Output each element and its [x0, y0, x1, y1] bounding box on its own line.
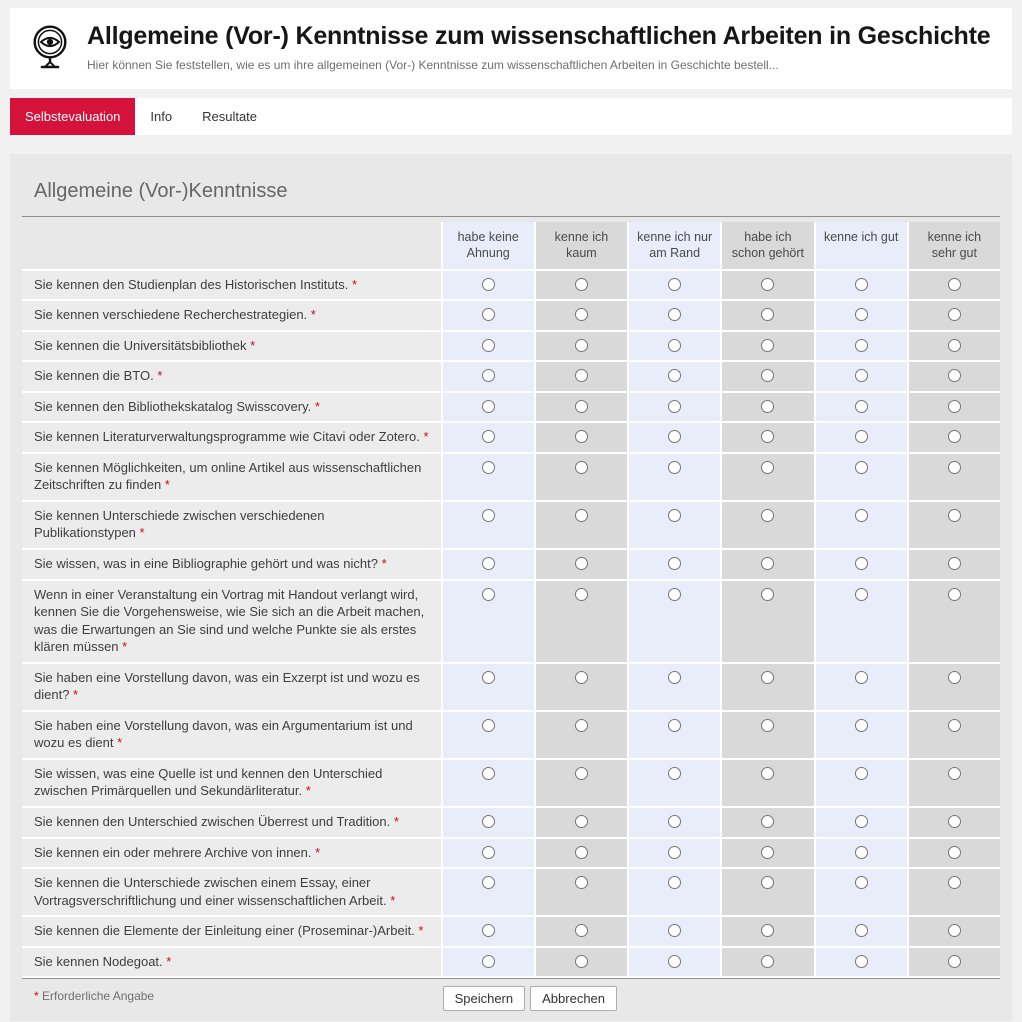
answer-cell: [534, 712, 627, 760]
answer-cell: [627, 301, 720, 332]
radio-option[interactable]: [761, 719, 774, 732]
radio-option[interactable]: [668, 955, 681, 968]
answer-cell: [907, 712, 1000, 760]
radio-option[interactable]: [668, 588, 681, 601]
answer-cell: [720, 301, 813, 332]
radio-option[interactable]: [761, 430, 774, 443]
radio-option[interactable]: [761, 400, 774, 413]
answer-cell: [534, 362, 627, 393]
radio-option[interactable]: [482, 719, 495, 732]
radio-option[interactable]: [761, 308, 774, 321]
radio-option[interactable]: [668, 430, 681, 443]
radio-option[interactable]: [855, 924, 868, 937]
radio-option[interactable]: [575, 308, 588, 321]
answer-cell: [441, 423, 534, 454]
radio-option[interactable]: [482, 278, 495, 291]
answer-cell: [627, 271, 720, 302]
radio-option[interactable]: [761, 588, 774, 601]
required-asterisk: *: [164, 477, 170, 493]
answer-cell: [907, 760, 1000, 808]
answer-cell: [907, 550, 1000, 581]
radio-option[interactable]: [668, 509, 681, 522]
radio-option[interactable]: [668, 369, 681, 382]
question-row: [22, 917, 1000, 948]
radio-option[interactable]: [948, 955, 961, 968]
answer-cell: [814, 869, 907, 917]
radio-option[interactable]: [668, 719, 681, 732]
answer-cell: [534, 301, 627, 332]
answer-cell: [814, 362, 907, 393]
radio-option[interactable]: [761, 278, 774, 291]
answer-cell: [814, 550, 907, 581]
question-text: Sie kennen die BTO. *: [22, 362, 441, 393]
answer-cell: [720, 502, 813, 550]
question-text: Sie kennen die Unterschiede zwischen einem Essay, einer Vortragsverschriftlichung und einer wissenschaftlichen Arbeit. *: [22, 869, 441, 917]
save-button[interactable]: Speichern: [443, 986, 526, 1011]
answer-cell: [814, 581, 907, 664]
radio-option[interactable]: [668, 671, 681, 684]
answer-cell: [720, 948, 813, 979]
radio-option[interactable]: [761, 767, 774, 780]
cancel-button[interactable]: Abbrechen: [530, 986, 617, 1011]
answer-cell: [907, 917, 1000, 948]
radio-option[interactable]: [575, 767, 588, 780]
answer-cell: [907, 839, 1000, 870]
radio-option[interactable]: [482, 846, 495, 859]
answer-cell: [720, 393, 813, 424]
radio-option[interactable]: [855, 846, 868, 859]
required-asterisk: *: [310, 307, 316, 323]
answer-cell: [441, 581, 534, 664]
answer-cell: [627, 550, 720, 581]
radio-option[interactable]: [948, 767, 961, 780]
answer-cell: [441, 917, 534, 948]
radio-option[interactable]: [575, 339, 588, 352]
radio-option[interactable]: [948, 308, 961, 321]
radio-option[interactable]: [482, 588, 495, 601]
radio-option[interactable]: [668, 308, 681, 321]
answer-cell: [907, 581, 1000, 664]
radio-option[interactable]: [855, 339, 868, 352]
radio-option[interactable]: [482, 924, 495, 937]
action-buttons: [441, 986, 617, 1011]
radio-option[interactable]: [855, 767, 868, 780]
answer-cell: [720, 917, 813, 948]
radio-option[interactable]: [575, 369, 588, 382]
answer-cell: [720, 869, 813, 917]
radio-option[interactable]: [668, 557, 681, 570]
answer-cell: [441, 550, 534, 581]
answer-cell: [441, 271, 534, 302]
radio-option[interactable]: [575, 815, 588, 828]
answer-cell: [814, 808, 907, 839]
question-text: Sie kennen verschiedene Recherchestrategien. *: [22, 301, 441, 332]
radio-option[interactable]: [575, 430, 588, 443]
answer-cell: [814, 839, 907, 870]
answer-cell: [441, 362, 534, 393]
question-text: Sie kennen den Bibliothekskatalog Swisscovery. *: [22, 393, 441, 424]
required-asterisk: *: [139, 525, 145, 541]
required-asterisk: *: [381, 555, 387, 571]
radio-option[interactable]: [855, 509, 868, 522]
answer-cell: [720, 271, 813, 302]
radio-option[interactable]: [761, 815, 774, 828]
answer-cell: [720, 808, 813, 839]
answer-cell: [441, 454, 534, 502]
answer-cell: [441, 664, 534, 712]
required-asterisk: *: [250, 337, 256, 353]
answer-cell: [720, 712, 813, 760]
answer-cell: [627, 502, 720, 550]
tab-resultate[interactable]: Resultate: [202, 109, 258, 124]
answer-cell: [441, 301, 534, 332]
answer-cell: [814, 423, 907, 454]
radio-option[interactable]: [575, 400, 588, 413]
radio-option[interactable]: [482, 876, 495, 889]
answer-cell: [534, 454, 627, 502]
answer-cell: [627, 423, 720, 454]
answer-cell: [814, 454, 907, 502]
matrix-header-row: [22, 222, 1000, 271]
answer-cell: [627, 664, 720, 712]
radio-option[interactable]: [855, 719, 868, 732]
answer-cell: [441, 869, 534, 917]
question-row: [22, 808, 1000, 839]
radio-option[interactable]: [668, 846, 681, 859]
form-footer: [22, 978, 1000, 1011]
header-text: [87, 22, 990, 72]
required-asterisk: *: [117, 735, 123, 751]
answer-cell: [907, 454, 1000, 502]
radio-option[interactable]: [855, 430, 868, 443]
radio-option[interactable]: [482, 400, 495, 413]
radio-option[interactable]: [482, 339, 495, 352]
radio-option[interactable]: [948, 719, 961, 732]
question-row: [22, 423, 1000, 454]
radio-option[interactable]: [948, 846, 961, 859]
question-row: [22, 502, 1000, 550]
question-row: [22, 760, 1000, 808]
answer-cell: [907, 423, 1000, 454]
radio-option[interactable]: [482, 557, 495, 570]
question-text: Sie kennen Möglichkeiten, um online Artikel aus wissenschaftlichen Zeitschriften zu finden *: [22, 454, 441, 502]
answer-cell: [534, 393, 627, 424]
tab-bar: [10, 98, 1012, 135]
answer-cell: [814, 502, 907, 550]
radio-option[interactable]: [575, 278, 588, 291]
radio-option[interactable]: [948, 369, 961, 382]
radio-option[interactable]: [761, 846, 774, 859]
answer-cell: [534, 550, 627, 581]
radio-option[interactable]: [761, 671, 774, 684]
question-text: Sie wissen, was in eine Bibliographie gehört und was nicht? *: [22, 550, 441, 581]
answer-cell: [627, 808, 720, 839]
radio-option[interactable]: [668, 278, 681, 291]
tab-info[interactable]: Info: [150, 109, 173, 124]
survey-eye-mirror-icon: [28, 23, 72, 76]
radio-option[interactable]: [855, 400, 868, 413]
question-text: Sie wissen, was eine Quelle ist und kennen den Unterschied zwischen Primärquellen und Sekundärliteratur. *: [22, 760, 441, 808]
question-row: [22, 581, 1000, 664]
radio-option[interactable]: [948, 400, 961, 413]
required-asterisk: *: [423, 429, 429, 445]
radio-option[interactable]: [948, 461, 961, 474]
answer-cell: [907, 271, 1000, 302]
radio-option[interactable]: [761, 509, 774, 522]
answer-cell: [627, 454, 720, 502]
answer-cell: [814, 393, 907, 424]
question-row: [22, 948, 1000, 979]
radio-option[interactable]: [761, 955, 774, 968]
question-row: [22, 664, 1000, 712]
question-row: [22, 454, 1000, 502]
answer-cell: [534, 948, 627, 979]
answer-cell: [441, 808, 534, 839]
answer-cell: [441, 332, 534, 363]
radio-option[interactable]: [482, 369, 495, 382]
radio-option[interactable]: [575, 509, 588, 522]
radio-option[interactable]: [761, 369, 774, 382]
question-text: Sie kennen den Unterschied zwischen Überrest und Tradition. *: [22, 808, 441, 839]
page-subtitle: Hier können Sie feststellen, wie es um ihre allgemeinen (Vor-) Kenntnisse zum wissenschaftlichen Arbeiten in Geschichte bestell...: [87, 58, 779, 72]
matrix-column-header: kenne ich nur am Rand: [627, 222, 720, 271]
answer-cell: [627, 869, 720, 917]
question-text: Sie kennen die Elemente der Einleitung einer (Proseminar-)Arbeit. *: [22, 917, 441, 948]
radio-option[interactable]: [948, 588, 961, 601]
radio-option[interactable]: [761, 876, 774, 889]
answer-cell: [534, 423, 627, 454]
tab-selbstevaluation[interactable]: Selbstevaluation: [10, 98, 135, 135]
answer-cell: [814, 301, 907, 332]
question-text: Sie haben eine Vorstellung davon, was ein Exzerpt ist und wozu es dient? *: [22, 664, 441, 712]
answer-cell: [907, 948, 1000, 979]
answer-cell: [814, 332, 907, 363]
radio-option[interactable]: [948, 339, 961, 352]
radio-option[interactable]: [855, 308, 868, 321]
radio-option[interactable]: [855, 369, 868, 382]
radio-option[interactable]: [575, 671, 588, 684]
question-row: [22, 839, 1000, 870]
radio-option[interactable]: [855, 815, 868, 828]
answer-cell: [907, 808, 1000, 839]
radio-option[interactable]: [761, 924, 774, 937]
answer-cell: [441, 839, 534, 870]
answer-cell: [720, 839, 813, 870]
radio-option[interactable]: [575, 719, 588, 732]
radio-option[interactable]: [482, 509, 495, 522]
answer-cell: [720, 550, 813, 581]
question-row: [22, 332, 1000, 363]
radio-option[interactable]: [761, 557, 774, 570]
answer-cell: [907, 393, 1000, 424]
question-text: Wenn in einer Veranstaltung ein Vortrag mit Handout verlangt wird, kennen Sie die Vorgehensweise, wie Sie sich an die Arbeit machen, was die Erwartungen an Sie sind und welche Punkte sie als erstes klären müssen *: [22, 581, 441, 664]
required-asterisk: *: [418, 923, 424, 939]
radio-option[interactable]: [948, 876, 961, 889]
answer-cell: [720, 454, 813, 502]
answer-cell: [814, 948, 907, 979]
answer-cell: [534, 808, 627, 839]
answer-cell: [720, 332, 813, 363]
answer-cell: [814, 664, 907, 712]
page-title: Allgemeine (Vor-) Kenntnisse zum wissenschaftlichen Arbeiten in Geschichte: [87, 22, 991, 50]
answer-cell: [441, 502, 534, 550]
radio-option[interactable]: [855, 955, 868, 968]
required-asterisk: *: [166, 953, 172, 969]
answer-cell: [907, 869, 1000, 917]
radio-option[interactable]: [482, 767, 495, 780]
answer-cell: [720, 581, 813, 664]
answer-cell: [534, 581, 627, 664]
required-asterisk: *: [305, 783, 311, 799]
radio-option[interactable]: [855, 557, 868, 570]
answer-cell: [627, 839, 720, 870]
radio-option[interactable]: [948, 430, 961, 443]
answer-cell: [814, 712, 907, 760]
answer-cell: [907, 502, 1000, 550]
question-text: Sie kennen den Studienplan des Historischen Instituts. *: [22, 271, 441, 302]
question-row: [22, 271, 1000, 302]
question-text: Sie kennen Nodegoat. *: [22, 948, 441, 979]
radio-option[interactable]: [482, 671, 495, 684]
radio-option[interactable]: [761, 461, 774, 474]
radio-option[interactable]: [668, 767, 681, 780]
required-asterisk: *: [73, 687, 79, 703]
radio-option[interactable]: [948, 278, 961, 291]
radio-option[interactable]: [482, 815, 495, 828]
matrix-column-header: kenne ich gut: [814, 222, 907, 271]
asterisk-icon: *: [34, 989, 39, 1004]
answer-cell: [627, 948, 720, 979]
answer-cell: [907, 664, 1000, 712]
answer-cell: [627, 760, 720, 808]
answer-cell: [720, 664, 813, 712]
radio-option[interactable]: [948, 815, 961, 828]
radio-option[interactable]: [855, 278, 868, 291]
section-title: Allgemeine (Vor-)Kenntnisse: [22, 158, 1000, 217]
radio-option[interactable]: [482, 430, 495, 443]
answer-cell: [814, 760, 907, 808]
required-asterisk: *: [122, 639, 128, 655]
required-asterisk: *: [390, 892, 396, 908]
answer-cell: [534, 760, 627, 808]
survey-header: [10, 8, 1012, 89]
matrix-column-header: habe keine Ahnung: [441, 222, 534, 271]
radio-option[interactable]: [668, 339, 681, 352]
radio-option[interactable]: [668, 400, 681, 413]
radio-option[interactable]: [575, 557, 588, 570]
question-text: Sie kennen die Universitätsbibliothek *: [22, 332, 441, 363]
answer-cell: [627, 581, 720, 664]
question-text: Sie kennen Unterschiede zwischen verschiedenen Publikationstypen *: [22, 502, 441, 550]
radio-option[interactable]: [948, 509, 961, 522]
answer-cell: [441, 760, 534, 808]
matrix-corner-cell: [22, 222, 441, 271]
radio-option[interactable]: [575, 924, 588, 937]
radio-option[interactable]: [575, 461, 588, 474]
matrix-column-header: kenne ich kaum: [534, 222, 627, 271]
radio-option[interactable]: [855, 876, 868, 889]
answer-cell: [814, 271, 907, 302]
required-note-label: Erforderliche Angabe: [42, 989, 155, 1004]
required-asterisk: *: [315, 844, 321, 860]
answer-cell: [627, 917, 720, 948]
answer-cell: [441, 948, 534, 979]
answer-cell: [720, 362, 813, 393]
radio-option[interactable]: [948, 557, 961, 570]
matrix-column-header: habe ich schon gehört: [720, 222, 813, 271]
required-asterisk: *: [351, 276, 358, 292]
required-asterisk: *: [314, 398, 320, 414]
answer-cell: [627, 712, 720, 760]
answer-cell: [907, 332, 1000, 363]
radio-option[interactable]: [948, 671, 961, 684]
answer-cell: [720, 423, 813, 454]
radio-option[interactable]: [668, 815, 681, 828]
radio-option[interactable]: [482, 461, 495, 474]
question-row: [22, 550, 1000, 581]
question-panel: [10, 154, 1012, 1021]
answer-cell: [627, 362, 720, 393]
required-asterisk: *: [157, 368, 163, 384]
radio-option[interactable]: [575, 955, 588, 968]
radio-option[interactable]: [482, 955, 495, 968]
question-row: [22, 362, 1000, 393]
question-text: Sie kennen Literaturverwaltungsprogramme wie Citavi oder Zotero. *: [22, 423, 441, 454]
radio-option[interactable]: [855, 671, 868, 684]
radio-option[interactable]: [482, 308, 495, 321]
matrix-column-header: kenne ich sehr gut: [907, 222, 1000, 271]
question-text: Sie kennen ein oder mehrere Archive von innen. *: [22, 839, 441, 870]
answer-cell: [441, 712, 534, 760]
radio-option[interactable]: [668, 924, 681, 937]
answer-cell: [720, 760, 813, 808]
answer-cell: [534, 502, 627, 550]
answer-cell: [534, 869, 627, 917]
answer-cell: [534, 271, 627, 302]
question-row: [22, 393, 1000, 424]
question-row: [22, 869, 1000, 917]
question-matrix: [22, 222, 1000, 978]
required-note: [22, 986, 441, 1003]
answer-cell: [907, 301, 1000, 332]
question-text: Sie haben eine Vorstellung davon, was ein Argumentarium ist und wozu es dient *: [22, 712, 441, 760]
answer-cell: [534, 332, 627, 363]
question-row: [22, 712, 1000, 760]
radio-option[interactable]: [761, 339, 774, 352]
required-asterisk: *: [393, 813, 399, 829]
radio-option[interactable]: [855, 461, 868, 474]
answer-cell: [907, 362, 1000, 393]
radio-option[interactable]: [668, 461, 681, 474]
answer-cell: [627, 332, 720, 363]
answer-cell: [534, 664, 627, 712]
answer-cell: [441, 393, 534, 424]
radio-option[interactable]: [948, 924, 961, 937]
radio-option[interactable]: [855, 588, 868, 601]
radio-option[interactable]: [575, 588, 588, 601]
question-row: [22, 301, 1000, 332]
radio-option[interactable]: [575, 846, 588, 859]
answer-cell: [534, 917, 627, 948]
answer-cell: [627, 393, 720, 424]
radio-option[interactable]: [668, 876, 681, 889]
radio-option[interactable]: [575, 876, 588, 889]
answer-cell: [534, 839, 627, 870]
answer-cell: [814, 917, 907, 948]
